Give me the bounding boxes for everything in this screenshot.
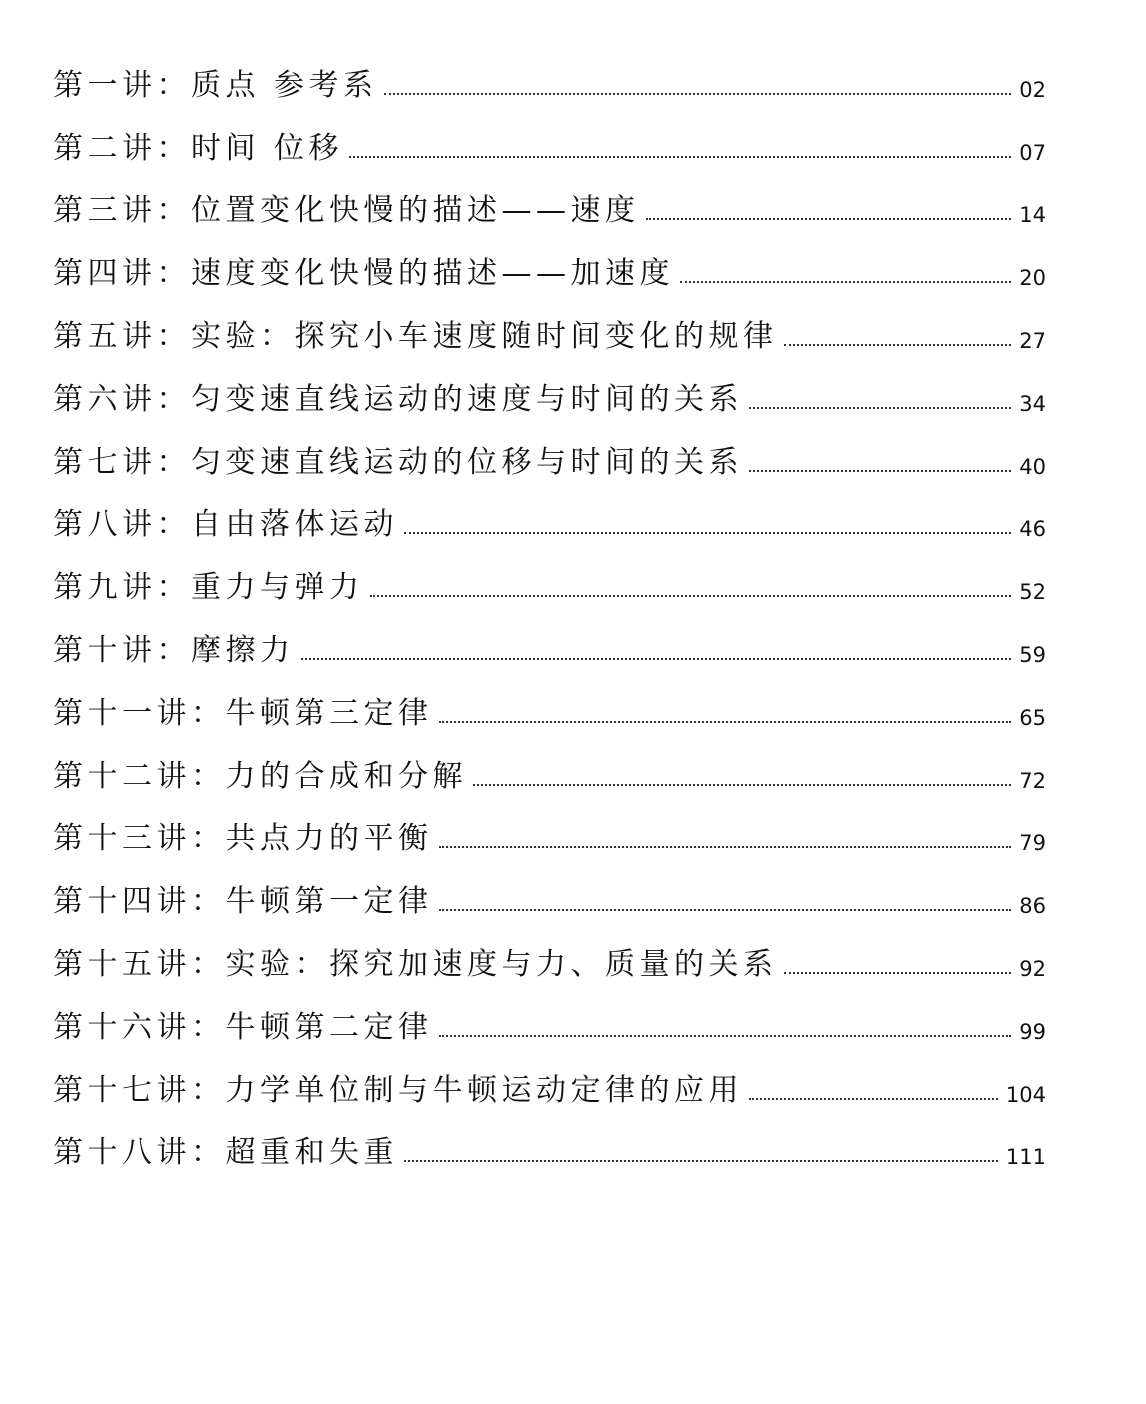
toc-entry[interactable] [53, 234, 1046, 297]
dot-leader [784, 972, 1012, 974]
toc-entry-page: 92 [1019, 956, 1046, 981]
toc-entry[interactable] [53, 1051, 1046, 1114]
toc-entry[interactable] [53, 737, 1046, 800]
dot-leader [404, 1160, 998, 1162]
toc-entry-title: 第十三讲：共点力的平衡 [53, 821, 433, 857]
toc-entry[interactable] [53, 925, 1046, 988]
toc-entry-title: 第五讲：实验：探究小车速度随时间变化的规律 [53, 318, 778, 354]
dot-leader [784, 344, 1012, 346]
toc-entry-page: 72 [1019, 768, 1046, 793]
toc-entry-page: 111 [1005, 1145, 1046, 1170]
toc-entry-page: 65 [1019, 705, 1046, 730]
dot-leader [404, 532, 1011, 534]
toc-entry-page: 07 [1019, 140, 1046, 165]
toc-entry-page: 104 [1005, 1082, 1046, 1107]
toc-entry[interactable] [53, 548, 1046, 611]
toc-entry-title: 第六讲：匀变速直线运动的速度与时间的关系 [53, 381, 743, 417]
toc-entry-page: 99 [1019, 1019, 1046, 1044]
dot-leader [749, 1098, 998, 1100]
toc-entry-page: 59 [1019, 642, 1046, 667]
toc-entry[interactable] [53, 611, 1046, 674]
dot-leader [384, 93, 1012, 95]
toc-entry-page: 20 [1019, 266, 1046, 291]
toc-entry-page: 52 [1019, 580, 1046, 605]
dot-leader [370, 595, 1012, 597]
toc-entry[interactable] [53, 423, 1046, 486]
toc-entry-page: 79 [1019, 831, 1046, 856]
toc-entry-page: 34 [1019, 391, 1046, 416]
toc-entry-title: 第三讲：位置变化快慢的描述——速度 [53, 193, 640, 229]
toc-entry[interactable] [53, 800, 1046, 863]
dot-leader [349, 156, 1011, 158]
dot-leader [439, 909, 1012, 911]
toc-entry-title: 第十五讲：实验：探究加速度与力、质量的关系 [53, 946, 778, 982]
toc-entry-title: 第十二讲：力的合成和分解 [53, 758, 467, 794]
dot-leader [749, 407, 1011, 409]
toc-entry-page: 14 [1019, 203, 1046, 228]
dot-leader [439, 846, 1012, 848]
toc-entry[interactable] [53, 172, 1046, 235]
toc-entry[interactable] [53, 1114, 1046, 1177]
dot-leader [439, 721, 1012, 723]
toc-entry[interactable] [53, 46, 1046, 109]
dot-leader [680, 281, 1011, 283]
toc-entry-page: 86 [1019, 894, 1046, 919]
dot-leader [439, 1035, 1012, 1037]
toc-entry-title: 第八讲：自由落体运动 [53, 507, 398, 543]
toc-entry-page: 40 [1019, 454, 1046, 479]
toc-entry-page: 27 [1019, 328, 1046, 353]
toc-entry-title: 第二讲：时间 位移 [53, 130, 344, 166]
toc-entry-title: 第十讲：摩擦力 [53, 632, 295, 668]
toc-entry[interactable] [53, 109, 1046, 172]
toc-entry-title: 第七讲：匀变速直线运动的位移与时间的关系 [53, 444, 743, 480]
dot-leader [301, 658, 1012, 660]
toc-entry-title: 第十八讲：超重和失重 [53, 1135, 398, 1171]
toc-entry-title: 第十四讲：牛顿第一定律 [53, 884, 433, 920]
toc-entry-title: 第十一讲：牛顿第三定律 [53, 695, 433, 731]
toc-entry[interactable] [53, 360, 1046, 423]
toc-entry[interactable] [53, 674, 1046, 737]
table-of-contents [53, 46, 1046, 1176]
toc-entry[interactable] [53, 988, 1046, 1051]
dot-leader [749, 470, 1011, 472]
toc-entry-title: 第一讲：质点 参考系 [53, 67, 378, 103]
toc-entry-title: 第十七讲：力学单位制与牛顿运动定律的应用 [53, 1072, 743, 1108]
toc-entry-title: 第四讲：速度变化快慢的描述——加速度 [53, 256, 674, 292]
toc-entry-title: 第十六讲：牛顿第二定律 [53, 1009, 433, 1045]
toc-entry[interactable] [53, 297, 1046, 360]
toc-entry-title: 第九讲：重力与弹力 [53, 570, 364, 606]
toc-entry-page: 02 [1019, 77, 1046, 102]
toc-entry[interactable] [53, 486, 1046, 549]
toc-entry-page: 46 [1019, 517, 1046, 542]
toc-entry[interactable] [53, 862, 1046, 925]
dot-leader [473, 784, 1011, 786]
dot-leader [646, 218, 1012, 220]
